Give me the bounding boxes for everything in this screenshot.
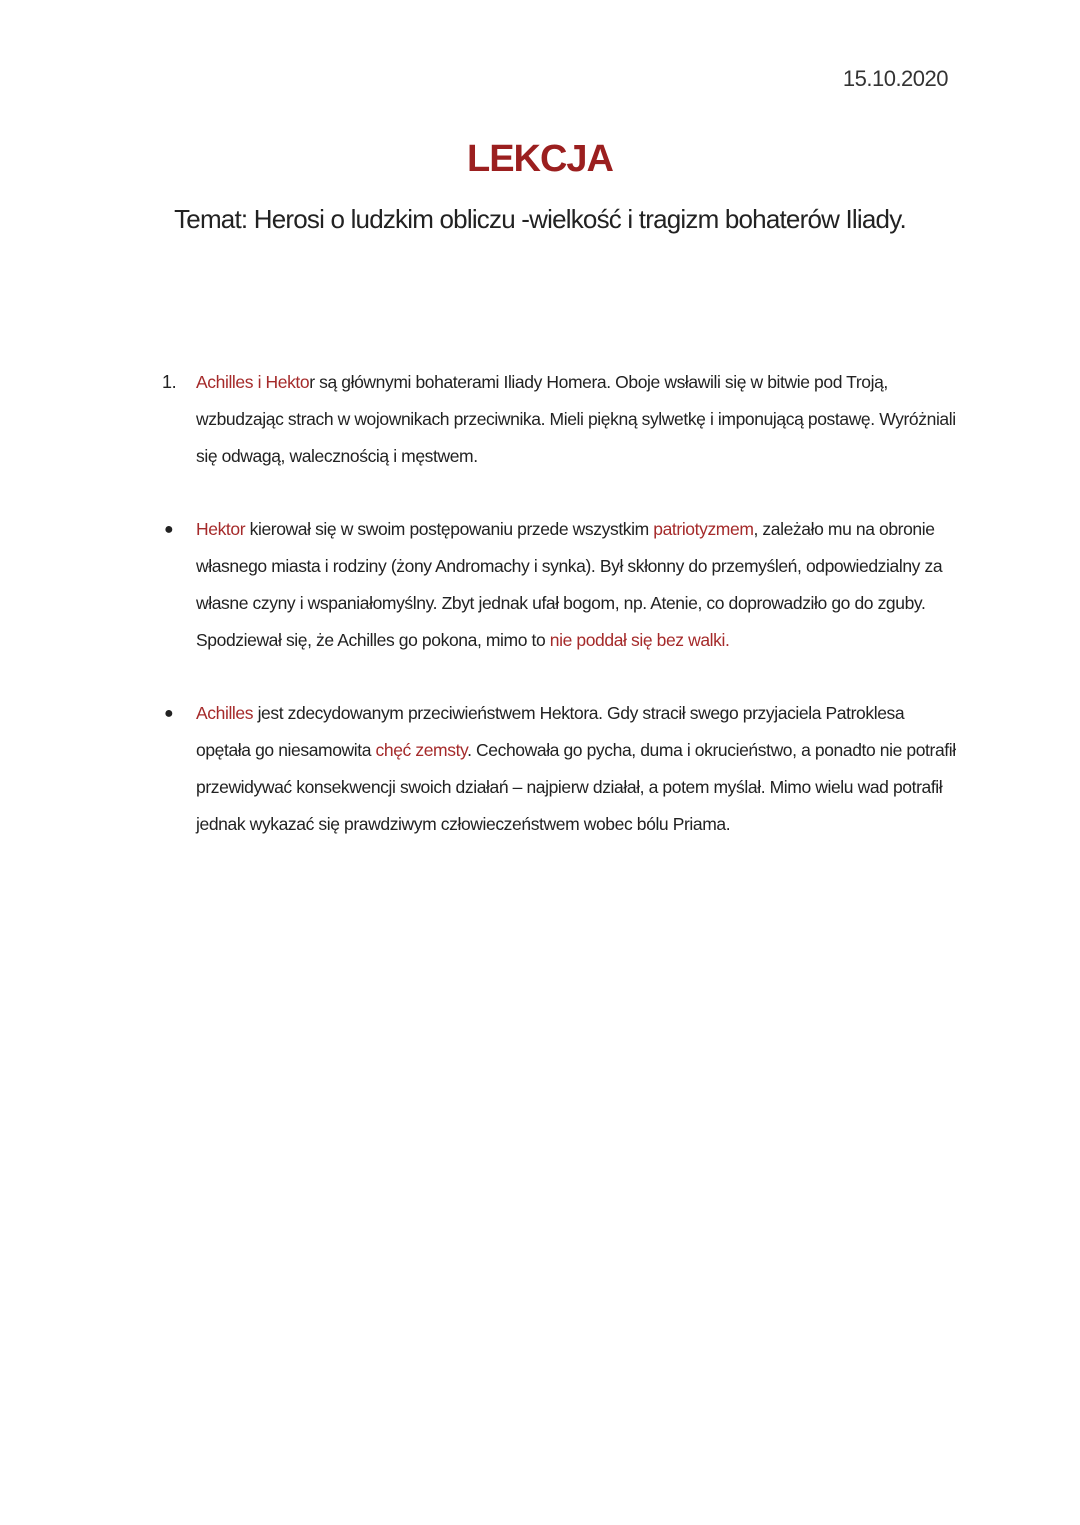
highlight-text: chęć zemsty — [375, 740, 468, 760]
highlight-text: Hektor — [196, 519, 246, 539]
list-item — [158, 695, 958, 843]
list-item — [158, 511, 958, 659]
body-text: , zależało mu na obronie własnego miasta i rodziny (żony Andromachy i synka). Był skłonny do przemyśleń, odpowiedzialny za własne czyny i wspaniałomyślny. Zbyt jednak ufał bogom, np. Atenie, co doprowadziło go do zguby. Spodziewał się, że Achilles go pokona, mimo to — [196, 519, 943, 650]
body-text: r są głównymi bohaterami Iliady Homera. Oboje wsławili się w bitwie pod Troją, wzbudzając strach w wojownikach przeciwnika. Mieli piękną sylwetkę i imponującą postawę. Wyróżniali się odwagą, walecznością i męstwem. — [196, 372, 956, 466]
highlight-text: nie poddał się bez walki. — [549, 630, 730, 650]
highlight-text: patriotyzmem — [653, 519, 754, 539]
body-text: jest zdecydowanym przeciwieństwem Hektora. Gdy stracił swego przyjaciela Patroklesa opętała go niesamowita — [196, 703, 905, 760]
list-number: 1. — [162, 372, 177, 392]
list-item — [158, 364, 958, 475]
body-text: . Cechowała go pycha, duma i okrucieństwo, a ponadto nie potrafił przewidywać konsekwencji swoich działań – najpierw działał, a potem myślał. Mimo wielu wad potrafił jednak wykazać się prawdziwym człowieczeństwem wobec bólu Priama. — [196, 740, 956, 834]
lesson-topic: Temat: Herosi o ludzkim obliczu -wielkość i tragizm bohaterów Iliady. — [174, 204, 906, 234]
bullet-icon: ● — [164, 705, 174, 722]
notes-content — [158, 364, 958, 879]
highlight-text: Achilles i Hekto — [196, 372, 310, 392]
date: 15.10.2020 — [842, 66, 948, 91]
highlight-text: Achilles — [196, 703, 254, 723]
body-text: kierował się w swoim postępowaniu przede wszystkim — [245, 519, 654, 539]
page-title: LEKCJA — [466, 138, 614, 180]
bullet-icon: ● — [164, 521, 174, 538]
